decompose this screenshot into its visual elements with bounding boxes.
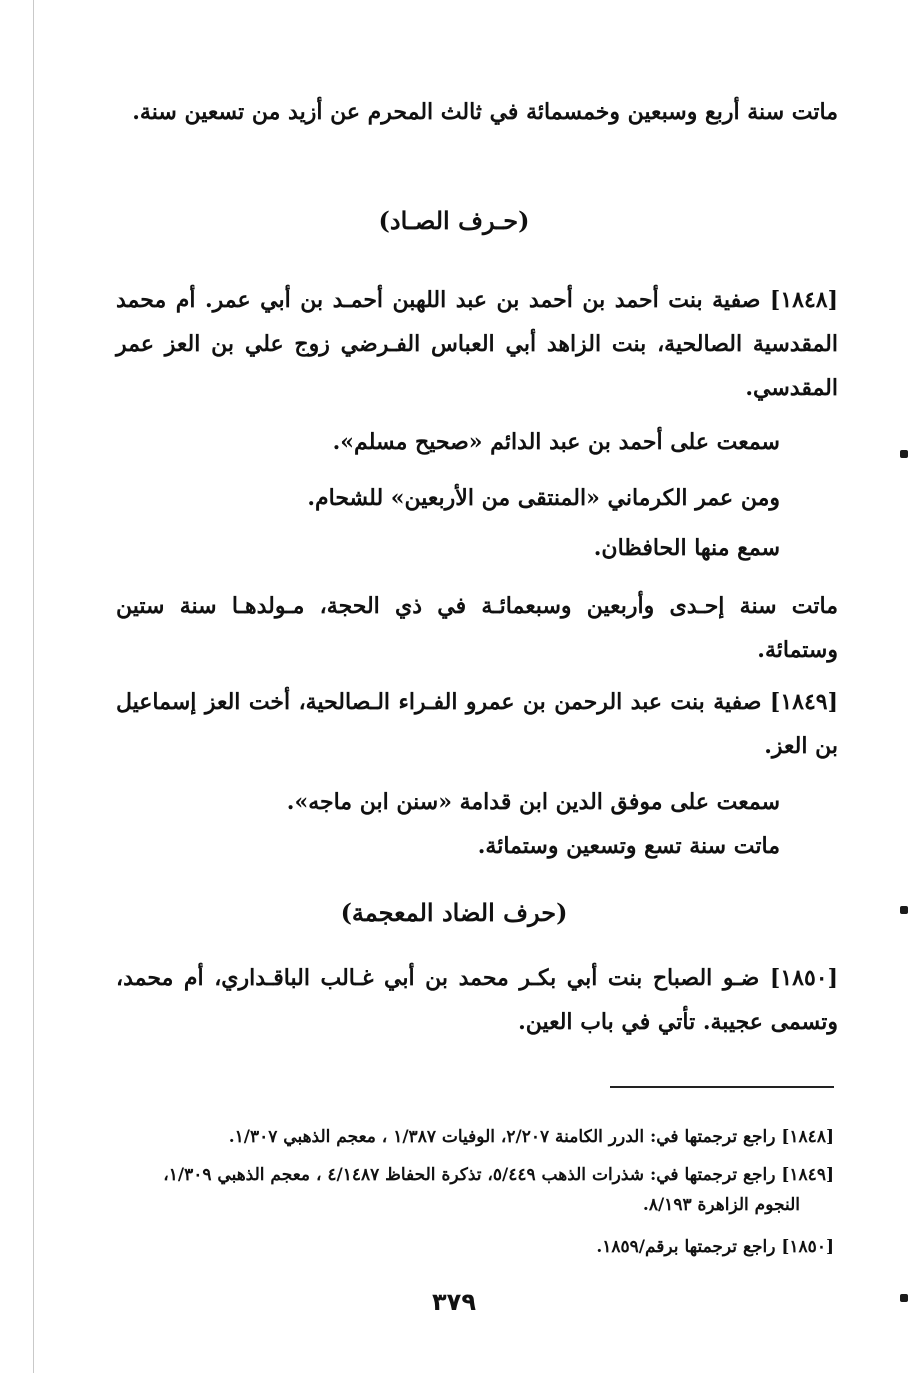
entry-1849-death: ماتت سنة تسع وتسعين وستمائة. <box>477 833 780 859</box>
entry-1848-death: ماتت سنة إحـدى وأربعين وسبعمائـة في ذي الحجة، مـولدهـا سنة ستين وستمائة. <box>116 593 838 663</box>
section-heading-dad: (حرف الضاد المعجمة) <box>340 898 568 927</box>
entry-1850: [١٨٥٠] ضـو الصباح بنت أبي بكـر محمد بن أبي غـالب الباقـداري، أم محمد، وتسمى عجيبة. تأتي في باب العين. <box>116 965 838 1035</box>
footnote-separator <box>610 1086 834 1088</box>
footnote-1849-line2: النجوم الزاهرة ٨/١٩٣. <box>642 1195 800 1215</box>
paragraph-death-previous-entry: ماتت سنة أربع وسبعين وخمسمائة في ثالث المحرم عن أزيد من تسعين سنة. <box>132 99 838 125</box>
entry-1849-heard-from: سمعت على موفق الدين ابن قدامة «سنن ابن ماجه». <box>286 789 780 815</box>
footnote-1850: [١٨٥٠] راجع ترجمتها برقم/١٨٥٩. <box>596 1237 834 1257</box>
entry-1848: [١٨٤٨] صفية بنت أحمد بن أحمد بن عبد اللهبن أحمـد بن أبي عمر. أم محمد المقدسية الصالحية، بنت الزاهد أبي العباس الفـرضي زوج علي بن العز عمر المقدسي. <box>116 287 838 401</box>
footnote-1849 <box>114 1160 834 1220</box>
footnote-1849-line1: [١٨٤٩] راجع ترجمتها في: شذرات الذهب ٥/٤٤٩، تذكرة الحفاظ ٤/١٤٨٧ ، معجم الذهبي ١/٣٠٩، <box>163 1165 834 1185</box>
edge-mark <box>900 450 908 458</box>
section-heading-sad: (حـرف الصـاد) <box>378 206 530 235</box>
entry-1848-heard-from: سمعت على أحمد بن عبد الدائم «صحيح مسلم». <box>332 429 780 455</box>
footnote-1848: [١٨٤٨] راجع ترجمتها في: الدرر الكامنة ٢/٢٠٧، الوفيات ١/٣٨٧ ، معجم الذهبي ١/٣٠٧. <box>228 1127 834 1147</box>
page-number: ٣٧٩ <box>432 1288 476 1316</box>
entry-1849: [١٨٤٩] صفية بنت عبد الرحمن بن عمرو الفـراء الـصالحية، أخت العز إسماعيل بن العز. <box>116 689 838 759</box>
entry-1848-students: سمع منها الحافظان. <box>593 535 780 561</box>
entry-1848-heard-from-kirmani: ومن عمر الكرماني «المنتقى من الأربعين» للشحام. <box>307 485 780 511</box>
